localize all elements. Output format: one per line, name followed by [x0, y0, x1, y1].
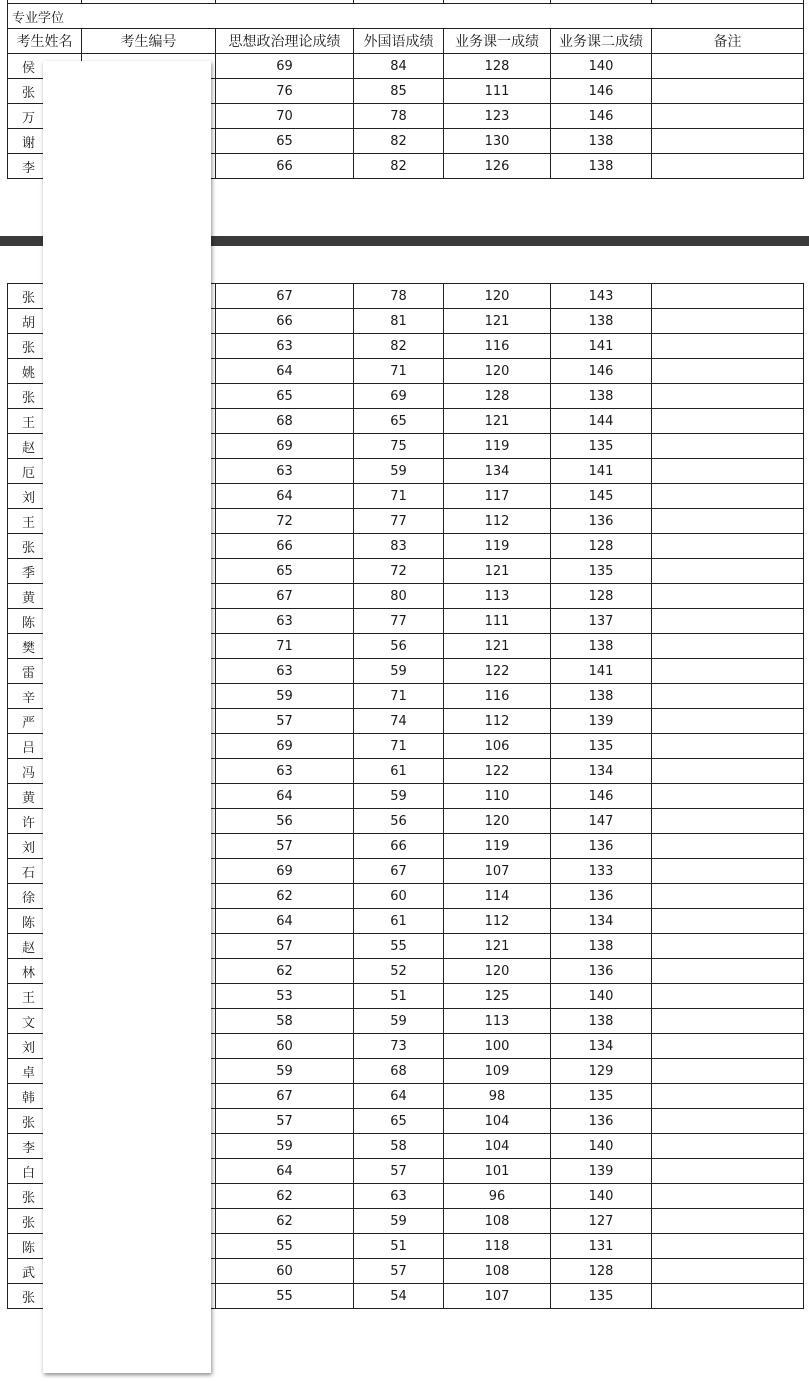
language-score: 71	[354, 484, 444, 509]
politics-score: 72	[216, 509, 354, 534]
name-cell: 刘	[8, 834, 82, 859]
course1-score: 122	[444, 759, 551, 784]
note-cell	[652, 1109, 804, 1134]
course2-score: 134	[551, 909, 652, 934]
politics-score: 53	[216, 984, 354, 1009]
politics-score: 65	[216, 384, 354, 409]
course1-score: 96	[444, 1184, 551, 1209]
course1-score: 104	[444, 1109, 551, 1134]
note-cell	[652, 1009, 804, 1034]
name-cell: 胡	[8, 309, 82, 334]
politics-score: 66	[216, 154, 354, 179]
course2-score: 133	[551, 859, 652, 884]
language-score: 64	[354, 1084, 444, 1109]
note-cell	[652, 959, 804, 984]
politics-score: 60	[216, 1259, 354, 1284]
language-score: 82	[354, 154, 444, 179]
course2-score: 141	[551, 334, 652, 359]
note-cell	[652, 559, 804, 584]
section-label-row	[8, 4, 804, 29]
note-cell	[652, 459, 804, 484]
course2-score: 128	[551, 534, 652, 559]
name-cell: 樊	[8, 634, 82, 659]
language-score: 68	[354, 1059, 444, 1084]
politics-score: 67	[216, 1084, 354, 1109]
name-cell: 赵	[8, 934, 82, 959]
note-cell	[652, 834, 804, 859]
politics-score: 62	[216, 1209, 354, 1234]
course1-score: 122	[444, 659, 551, 684]
politics-score: 71	[216, 634, 354, 659]
course2-score: 144	[551, 409, 652, 434]
header-name: 考生姓名	[8, 29, 82, 54]
politics-score: 57	[216, 834, 354, 859]
politics-score: 70	[216, 104, 354, 129]
name-cell: 王	[8, 409, 82, 434]
note-cell	[652, 659, 804, 684]
politics-score: 64	[216, 1159, 354, 1184]
course1-score: 121	[444, 934, 551, 959]
politics-score: 55	[216, 1284, 354, 1309]
note-cell	[652, 609, 804, 634]
course2-score: 138	[551, 934, 652, 959]
course2-score: 146	[551, 359, 652, 384]
name-cell: 武	[8, 1259, 82, 1284]
language-score: 56	[354, 809, 444, 834]
name-cell: 白	[8, 1159, 82, 1184]
name-cell: 黄	[8, 584, 82, 609]
header-course2: 业务课二成绩	[551, 29, 652, 54]
language-score: 57	[354, 1259, 444, 1284]
note-cell	[652, 909, 804, 934]
course1-score: 119	[444, 834, 551, 859]
course2-score: 138	[551, 1009, 652, 1034]
course1-score: 98	[444, 1084, 551, 1109]
course1-score: 114	[444, 884, 551, 909]
politics-score: 67	[216, 584, 354, 609]
course2-score: 136	[551, 1109, 652, 1134]
language-score: 74	[354, 709, 444, 734]
course1-score: 113	[444, 1009, 551, 1034]
course1-score: 121	[444, 409, 551, 434]
language-score: 83	[354, 534, 444, 559]
name-cell: 张	[8, 334, 82, 359]
language-score: 66	[354, 834, 444, 859]
redaction-overlay	[43, 61, 211, 1373]
course1-score: 116	[444, 334, 551, 359]
politics-score: 56	[216, 809, 354, 834]
language-score: 61	[354, 909, 444, 934]
course1-score: 107	[444, 1284, 551, 1309]
note-cell	[652, 734, 804, 759]
politics-score: 63	[216, 759, 354, 784]
language-score: 52	[354, 959, 444, 984]
note-cell	[652, 809, 804, 834]
politics-score: 57	[216, 1109, 354, 1134]
course2-score: 140	[551, 54, 652, 79]
course1-score: 106	[444, 734, 551, 759]
note-cell	[652, 584, 804, 609]
language-score: 57	[354, 1159, 444, 1184]
course1-score: 117	[444, 484, 551, 509]
name-cell: 谢	[8, 129, 82, 154]
name-cell: 厄	[8, 459, 82, 484]
politics-score: 65	[216, 129, 354, 154]
language-score: 69	[354, 384, 444, 409]
politics-score: 67	[216, 284, 354, 309]
note-cell	[652, 1134, 804, 1159]
course1-score: 130	[444, 129, 551, 154]
politics-score: 59	[216, 1059, 354, 1084]
note-cell	[652, 284, 804, 309]
section-label: 专业学位	[8, 4, 804, 29]
course1-score: 134	[444, 459, 551, 484]
name-cell: 侯	[8, 54, 82, 79]
course2-score: 139	[551, 709, 652, 734]
politics-score: 69	[216, 859, 354, 884]
language-score: 72	[354, 559, 444, 584]
politics-score: 57	[216, 934, 354, 959]
course1-score: 116	[444, 684, 551, 709]
name-cell: 陈	[8, 609, 82, 634]
note-cell	[652, 759, 804, 784]
language-score: 71	[354, 359, 444, 384]
course2-score: 135	[551, 734, 652, 759]
politics-score: 69	[216, 734, 354, 759]
course1-score: 110	[444, 784, 551, 809]
language-score: 59	[354, 659, 444, 684]
note-cell	[652, 1184, 804, 1209]
course2-score: 137	[551, 609, 652, 634]
language-score: 81	[354, 309, 444, 334]
note-cell	[652, 684, 804, 709]
course1-score: 120	[444, 359, 551, 384]
language-score: 56	[354, 634, 444, 659]
note-cell	[652, 709, 804, 734]
politics-score: 64	[216, 909, 354, 934]
name-cell: 韩	[8, 1084, 82, 1109]
language-score: 78	[354, 104, 444, 129]
course2-score: 143	[551, 284, 652, 309]
course2-score: 140	[551, 1134, 652, 1159]
course1-score: 108	[444, 1209, 551, 1234]
note-cell	[652, 54, 804, 79]
politics-score: 60	[216, 1034, 354, 1059]
language-score: 54	[354, 1284, 444, 1309]
name-cell: 许	[8, 809, 82, 834]
politics-score: 58	[216, 1009, 354, 1034]
course2-score: 138	[551, 154, 652, 179]
course1-score: 120	[444, 959, 551, 984]
politics-score: 63	[216, 334, 354, 359]
note-cell	[652, 154, 804, 179]
name-cell: 张	[8, 284, 82, 309]
name-cell: 张	[8, 1209, 82, 1234]
course2-score: 135	[551, 1084, 652, 1109]
politics-score: 69	[216, 434, 354, 459]
name-cell: 雷	[8, 659, 82, 684]
header-row	[8, 29, 804, 54]
course2-score: 136	[551, 884, 652, 909]
header-language: 外国语成绩	[354, 29, 444, 54]
note-cell	[652, 859, 804, 884]
politics-score: 64	[216, 784, 354, 809]
note-cell	[652, 1284, 804, 1309]
note-cell	[652, 1209, 804, 1234]
note-cell	[652, 309, 804, 334]
course2-score: 131	[551, 1234, 652, 1259]
course2-score: 146	[551, 784, 652, 809]
course2-score: 128	[551, 1259, 652, 1284]
language-score: 65	[354, 1109, 444, 1134]
name-cell: 卓	[8, 1059, 82, 1084]
course1-score: 118	[444, 1234, 551, 1259]
politics-score: 63	[216, 459, 354, 484]
name-cell: 林	[8, 959, 82, 984]
language-score: 51	[354, 1234, 444, 1259]
language-score: 84	[354, 54, 444, 79]
politics-score: 63	[216, 609, 354, 634]
language-score: 58	[354, 1134, 444, 1159]
course1-score: 111	[444, 79, 551, 104]
course1-score: 120	[444, 809, 551, 834]
name-cell: 陈	[8, 909, 82, 934]
politics-score: 59	[216, 1134, 354, 1159]
politics-score: 69	[216, 54, 354, 79]
language-score: 51	[354, 984, 444, 1009]
language-score: 71	[354, 684, 444, 709]
politics-score: 68	[216, 409, 354, 434]
name-cell: 张	[8, 1284, 82, 1309]
course2-score: 146	[551, 104, 652, 129]
name-cell: 姚	[8, 359, 82, 384]
name-cell: 吕	[8, 734, 82, 759]
note-cell	[652, 1084, 804, 1109]
name-cell: 刘	[8, 1034, 82, 1059]
name-cell: 辛	[8, 684, 82, 709]
note-cell	[652, 984, 804, 1009]
language-score: 75	[354, 434, 444, 459]
course1-score: 120	[444, 284, 551, 309]
note-cell	[652, 434, 804, 459]
name-cell: 陈	[8, 1234, 82, 1259]
note-cell	[652, 509, 804, 534]
politics-score: 62	[216, 1184, 354, 1209]
name-cell: 王	[8, 509, 82, 534]
name-cell: 张	[8, 384, 82, 409]
note-cell	[652, 534, 804, 559]
language-score: 61	[354, 759, 444, 784]
course1-score: 128	[444, 384, 551, 409]
course1-score: 128	[444, 54, 551, 79]
note-cell	[652, 1034, 804, 1059]
course2-score: 128	[551, 584, 652, 609]
course2-score: 141	[551, 659, 652, 684]
politics-score: 62	[216, 959, 354, 984]
note-cell	[652, 104, 804, 129]
course2-score: 136	[551, 509, 652, 534]
name-cell: 文	[8, 1009, 82, 1034]
course1-score: 112	[444, 709, 551, 734]
name-cell: 张	[8, 1184, 82, 1209]
language-score: 82	[354, 334, 444, 359]
note-cell	[652, 384, 804, 409]
name-cell: 李	[8, 1134, 82, 1159]
course2-score: 134	[551, 1034, 652, 1059]
course1-score: 111	[444, 609, 551, 634]
name-cell: 张	[8, 534, 82, 559]
course1-score: 104	[444, 1134, 551, 1159]
note-cell	[652, 484, 804, 509]
language-score: 67	[354, 859, 444, 884]
name-cell: 王	[8, 984, 82, 1009]
course1-score: 107	[444, 859, 551, 884]
politics-score: 66	[216, 534, 354, 559]
course2-score: 127	[551, 1209, 652, 1234]
name-cell: 张	[8, 1109, 82, 1134]
course1-score: 108	[444, 1259, 551, 1284]
course1-score: 125	[444, 984, 551, 1009]
course1-score: 100	[444, 1034, 551, 1059]
course2-score: 135	[551, 559, 652, 584]
note-cell	[652, 1234, 804, 1259]
course1-score: 109	[444, 1059, 551, 1084]
course2-score: 136	[551, 834, 652, 859]
politics-score: 57	[216, 709, 354, 734]
name-cell: 李	[8, 154, 82, 179]
language-score: 59	[354, 1209, 444, 1234]
name-cell: 石	[8, 859, 82, 884]
name-cell: 徐	[8, 884, 82, 909]
language-score: 80	[354, 584, 444, 609]
course1-score: 112	[444, 509, 551, 534]
header-note: 备注	[652, 29, 804, 54]
language-score: 59	[354, 784, 444, 809]
course2-score: 135	[551, 434, 652, 459]
course2-score: 136	[551, 959, 652, 984]
politics-score: 64	[216, 359, 354, 384]
course2-score: 138	[551, 309, 652, 334]
language-score: 55	[354, 934, 444, 959]
note-cell	[652, 884, 804, 909]
header-id: 考生编号	[82, 29, 216, 54]
language-score: 65	[354, 409, 444, 434]
language-score: 60	[354, 884, 444, 909]
politics-score: 62	[216, 884, 354, 909]
course1-score: 126	[444, 154, 551, 179]
language-score: 77	[354, 509, 444, 534]
course2-score: 138	[551, 384, 652, 409]
language-score: 85	[354, 79, 444, 104]
course2-score: 141	[551, 459, 652, 484]
name-cell: 季	[8, 559, 82, 584]
language-score: 71	[354, 734, 444, 759]
language-score: 59	[354, 459, 444, 484]
course1-score: 119	[444, 534, 551, 559]
name-cell: 黄	[8, 784, 82, 809]
note-cell	[652, 784, 804, 809]
course1-score: 113	[444, 584, 551, 609]
politics-score: 65	[216, 559, 354, 584]
politics-score: 64	[216, 484, 354, 509]
note-cell	[652, 1159, 804, 1184]
course2-score: 147	[551, 809, 652, 834]
course2-score: 139	[551, 1159, 652, 1184]
name-cell: 赵	[8, 434, 82, 459]
language-score: 78	[354, 284, 444, 309]
politics-score: 76	[216, 79, 354, 104]
course2-score: 140	[551, 984, 652, 1009]
note-cell	[652, 334, 804, 359]
course2-score: 145	[551, 484, 652, 509]
note-cell	[652, 79, 804, 104]
note-cell	[652, 1059, 804, 1084]
language-score: 82	[354, 129, 444, 154]
course2-score: 140	[551, 1184, 652, 1209]
note-cell	[652, 409, 804, 434]
course1-score: 101	[444, 1159, 551, 1184]
course1-score: 121	[444, 634, 551, 659]
language-score: 63	[354, 1184, 444, 1209]
course2-score: 138	[551, 634, 652, 659]
course1-score: 121	[444, 309, 551, 334]
politics-score: 55	[216, 1234, 354, 1259]
name-cell: 冯	[8, 759, 82, 784]
course2-score: 138	[551, 684, 652, 709]
name-cell: 严	[8, 709, 82, 734]
header-politics: 思想政治理论成绩	[216, 29, 354, 54]
course1-score: 112	[444, 909, 551, 934]
politics-score: 59	[216, 684, 354, 709]
name-cell: 刘	[8, 484, 82, 509]
politics-score: 63	[216, 659, 354, 684]
name-cell: 万	[8, 104, 82, 129]
course1-score: 123	[444, 104, 551, 129]
course2-score: 146	[551, 79, 652, 104]
note-cell	[652, 1259, 804, 1284]
course2-score: 138	[551, 129, 652, 154]
course2-score: 129	[551, 1059, 652, 1084]
course1-score: 121	[444, 559, 551, 584]
course2-score: 135	[551, 1284, 652, 1309]
header-course1: 业务课一成绩	[444, 29, 551, 54]
note-cell	[652, 634, 804, 659]
note-cell	[652, 359, 804, 384]
course2-score: 134	[551, 759, 652, 784]
politics-score: 66	[216, 309, 354, 334]
note-cell	[652, 129, 804, 154]
name-cell: 张	[8, 79, 82, 104]
language-score: 77	[354, 609, 444, 634]
course1-score: 119	[444, 434, 551, 459]
language-score: 59	[354, 1009, 444, 1034]
note-cell	[652, 934, 804, 959]
language-score: 73	[354, 1034, 444, 1059]
